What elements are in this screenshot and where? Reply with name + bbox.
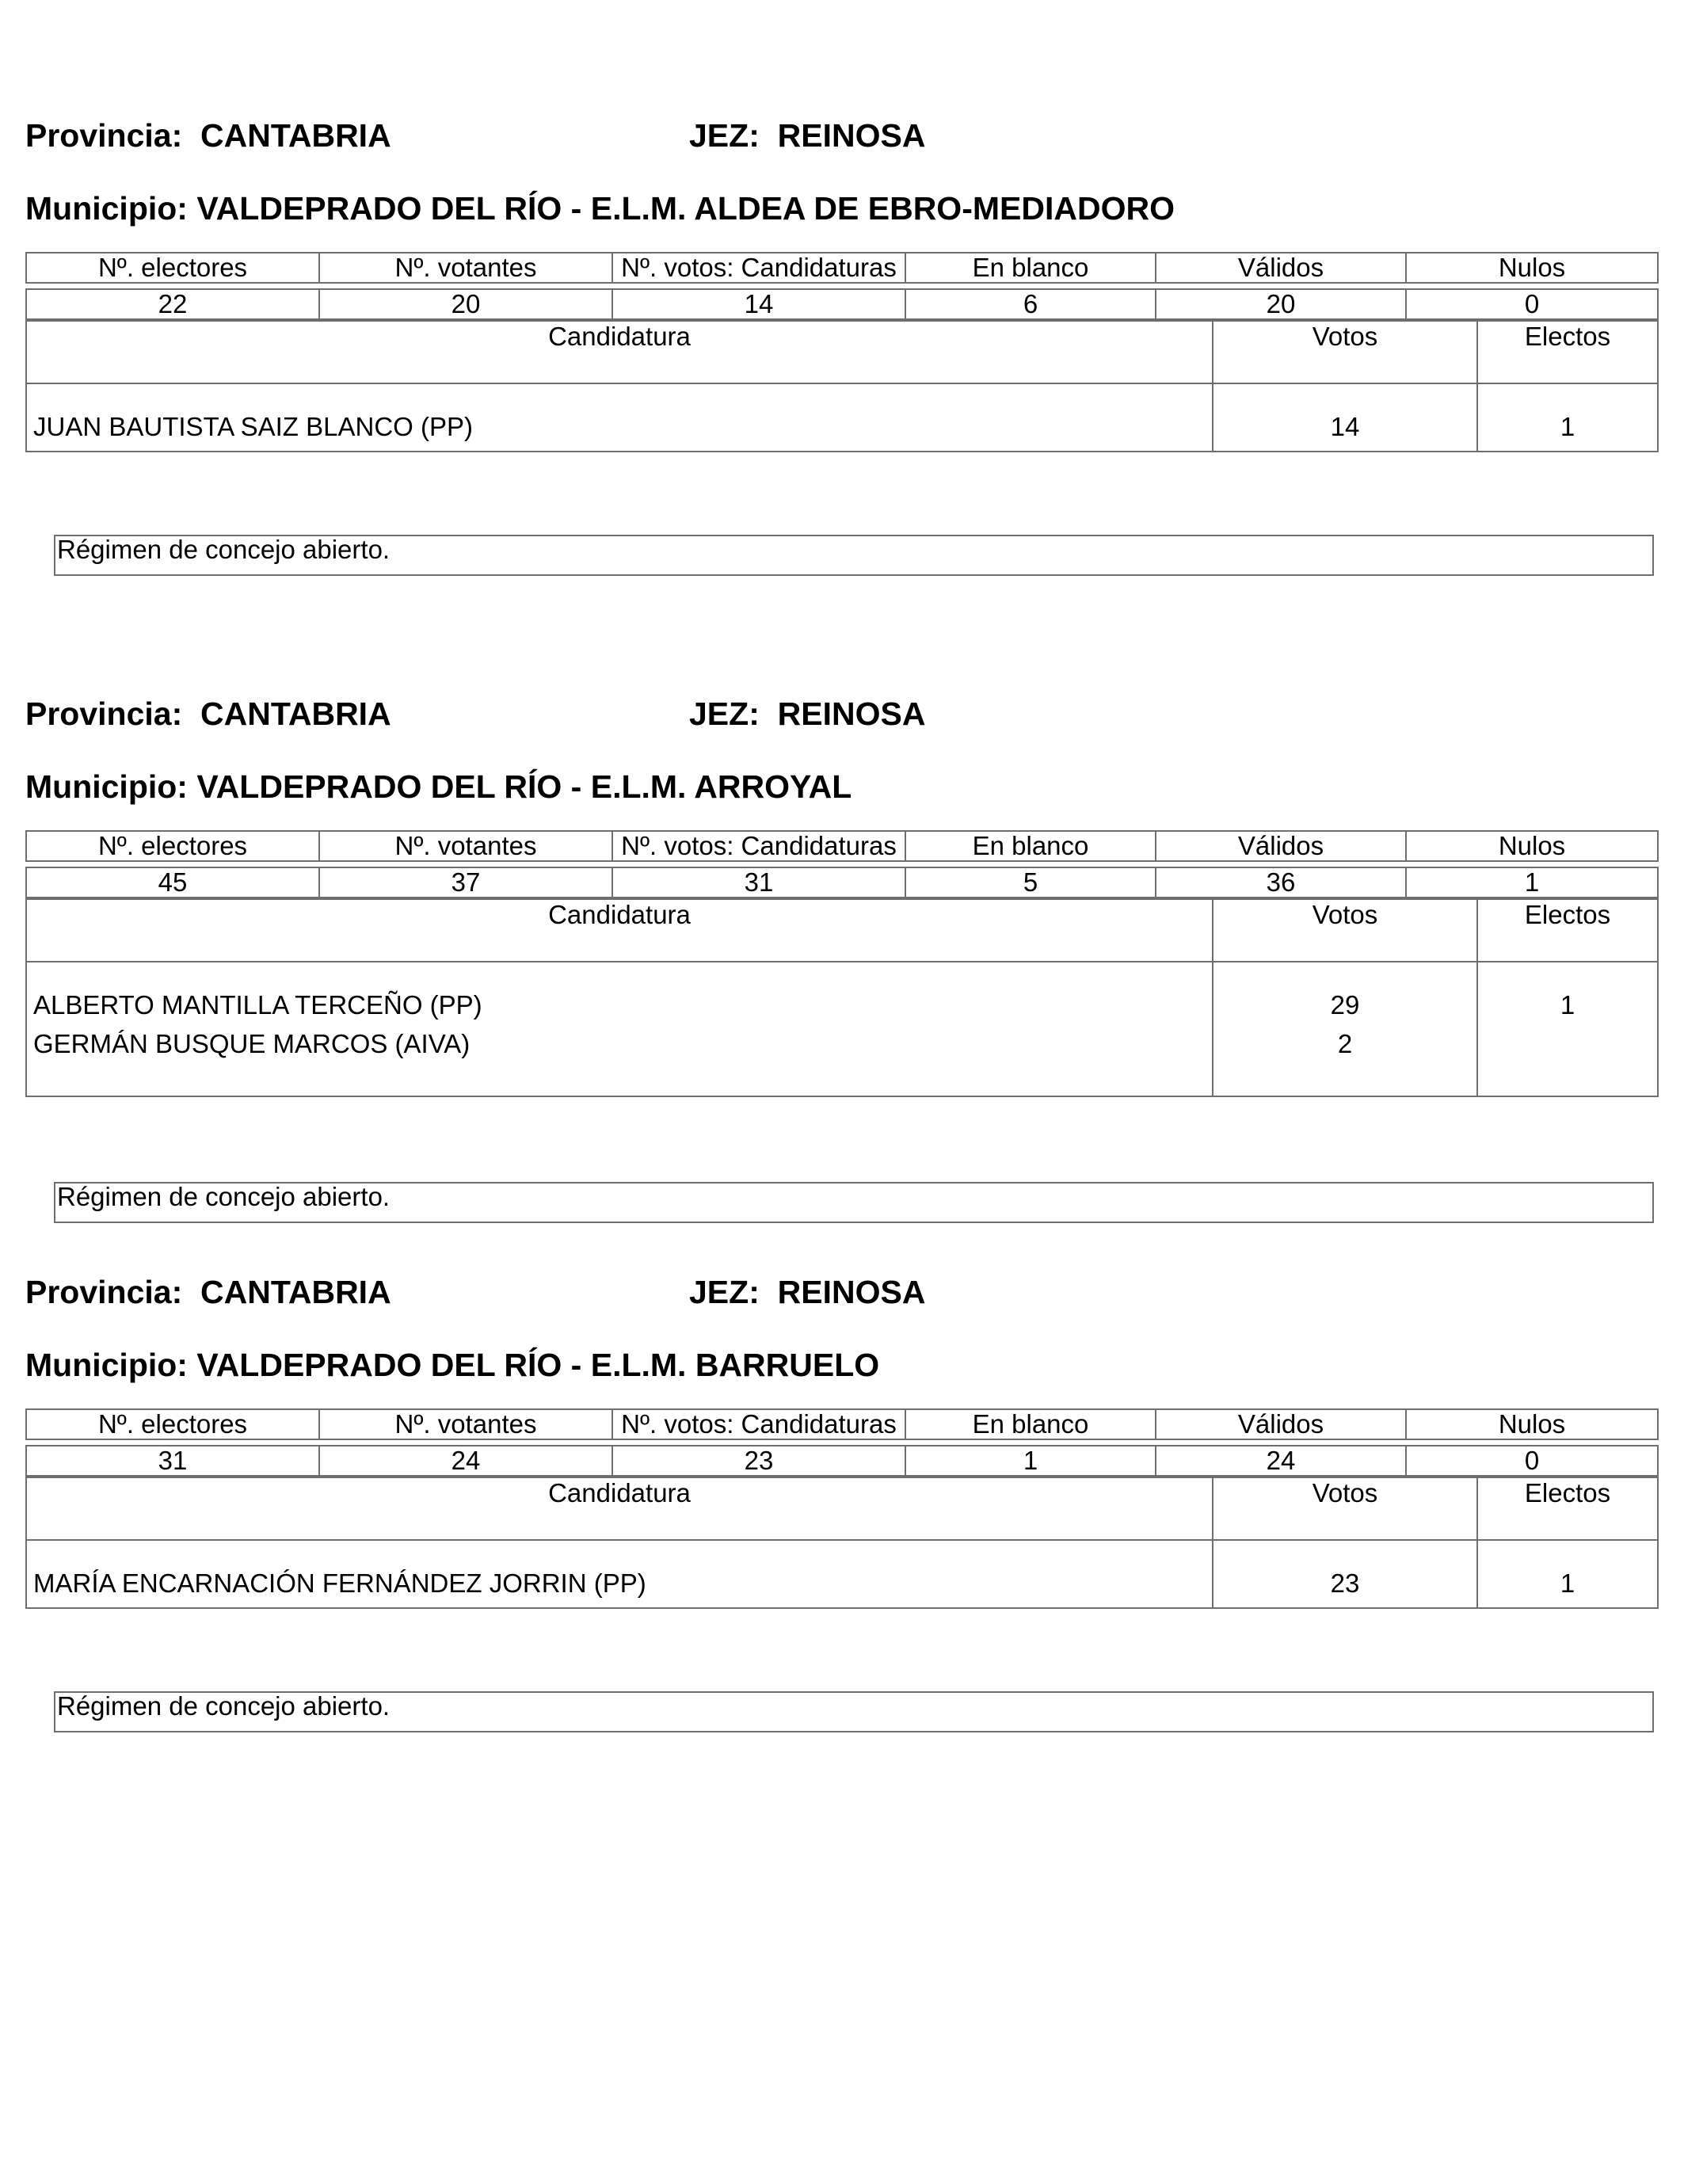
provincia-value: CANTABRIA bbox=[200, 696, 391, 732]
regime-note: Régimen de concejo abierto. bbox=[54, 1691, 1654, 1732]
jez-value: REINOSA bbox=[777, 1274, 926, 1310]
section-aldea-de-ebro bbox=[25, 117, 1657, 564]
votos-header: Votos bbox=[1213, 321, 1477, 383]
stats-value-cell: 22 bbox=[26, 289, 319, 319]
stats-header-cell: Nº. votos: Candidaturas bbox=[612, 253, 905, 283]
provincia-value: CANTABRIA bbox=[200, 117, 391, 154]
section-arroyal bbox=[25, 696, 1657, 1211]
municipio-value: VALDEPRADO DEL RÍO - E.L.M. ARROYAL bbox=[196, 768, 852, 805]
candidates-header-row bbox=[26, 1477, 1658, 1540]
stats-header-cell: Nulos bbox=[1406, 831, 1658, 861]
stats-value-cell: 20 bbox=[1156, 289, 1406, 319]
candidate-votos: 14 bbox=[1213, 383, 1477, 452]
jez-label: JEZ: bbox=[689, 1274, 760, 1310]
provincia-label: Provincia: bbox=[25, 696, 183, 732]
stats-value-cell: 45 bbox=[26, 867, 319, 898]
jez-label: JEZ: bbox=[689, 117, 760, 154]
candidate-electos: 1 bbox=[1477, 962, 1658, 1029]
stats-header-cell: Nº. votantes bbox=[319, 1409, 612, 1439]
jez bbox=[689, 696, 925, 733]
stats-header-cell: Nulos bbox=[1406, 253, 1658, 283]
provincia bbox=[25, 1274, 391, 1311]
jez bbox=[689, 117, 925, 154]
candidates-table bbox=[25, 1477, 1659, 1609]
stats-value-cell: 0 bbox=[1406, 289, 1658, 319]
candidatura-header: Candidatura bbox=[26, 321, 1213, 383]
stats-table bbox=[25, 1408, 1659, 1477]
stats-header-cell: En blanco bbox=[905, 253, 1156, 283]
stats-header-cell: Nº. votantes bbox=[319, 831, 612, 861]
stats-header-cell: Válidos bbox=[1156, 1409, 1406, 1439]
votos-header: Votos bbox=[1213, 1477, 1477, 1540]
candidates-header-row bbox=[26, 321, 1658, 383]
stats-value-cell: 36 bbox=[1156, 867, 1406, 898]
stats-value-cell: 0 bbox=[1406, 1446, 1658, 1476]
provincia-label: Provincia: bbox=[25, 1274, 183, 1310]
stats-header-row bbox=[26, 831, 1658, 861]
municipio bbox=[25, 190, 1175, 227]
candidate-name: ALBERTO MANTILLA TERCEÑO (PP) bbox=[26, 962, 1213, 1029]
stats-header-cell: En blanco bbox=[905, 831, 1156, 861]
section-header bbox=[25, 1274, 1657, 1318]
candidate-votos: 29 bbox=[1213, 962, 1477, 1029]
candidate-electos bbox=[1477, 1029, 1658, 1096]
municipio-value: VALDEPRADO DEL RÍO - E.L.M. BARRUELO bbox=[196, 1347, 880, 1383]
candidates-table bbox=[25, 320, 1659, 452]
stats-value-cell: 24 bbox=[1156, 1446, 1406, 1476]
stats-value-row bbox=[26, 289, 1658, 319]
municipio-value: VALDEPRADO DEL RÍO - E.L.M. ALDEA DE EBRO-MEDIADORO bbox=[196, 190, 1175, 227]
municipio-label: Municipio: bbox=[25, 1347, 188, 1383]
provincia bbox=[25, 117, 391, 154]
candidatura-header: Candidatura bbox=[26, 1477, 1213, 1540]
candidate-votos: 23 bbox=[1213, 1540, 1477, 1608]
stats-header-cell: Nº. electores bbox=[26, 253, 319, 283]
candidates-table bbox=[25, 898, 1659, 1097]
candidate-electos: 1 bbox=[1477, 1540, 1658, 1608]
jez bbox=[689, 1274, 925, 1311]
candidate-row bbox=[26, 1540, 1658, 1608]
municipio-label: Municipio: bbox=[25, 768, 188, 805]
stats-header-cell: Válidos bbox=[1156, 831, 1406, 861]
stats-value-cell: 31 bbox=[26, 1446, 319, 1476]
stats-value-row bbox=[26, 867, 1658, 898]
municipio bbox=[25, 1347, 879, 1384]
municipio bbox=[25, 768, 852, 806]
stats-value-cell: 24 bbox=[319, 1446, 612, 1476]
stats-table bbox=[25, 830, 1659, 898]
stats-header-cell: Nº. electores bbox=[26, 1409, 319, 1439]
candidate-row bbox=[26, 383, 1658, 452]
stats-value-cell: 1 bbox=[905, 1446, 1156, 1476]
electos-header: Electos bbox=[1477, 899, 1658, 962]
municipio-label: Municipio: bbox=[25, 190, 188, 227]
stats-value-row bbox=[26, 1446, 1658, 1476]
provincia-value: CANTABRIA bbox=[200, 1274, 391, 1310]
stats-value-cell: 5 bbox=[905, 867, 1156, 898]
candidate-name: MARÍA ENCARNACIÓN FERNÁNDEZ JORRIN (PP) bbox=[26, 1540, 1213, 1608]
jez-value: REINOSA bbox=[777, 117, 926, 154]
stats-value-cell: 37 bbox=[319, 867, 612, 898]
stats-header-cell: Válidos bbox=[1156, 253, 1406, 283]
stats-header-row bbox=[26, 1409, 1658, 1439]
stats-value-cell: 20 bbox=[319, 289, 612, 319]
candidate-name: GERMÁN BUSQUE MARCOS (AIVA) bbox=[26, 1029, 1213, 1096]
electos-header: Electos bbox=[1477, 321, 1658, 383]
stats-header-cell: Nulos bbox=[1406, 1409, 1658, 1439]
stats-header-cell: En blanco bbox=[905, 1409, 1156, 1439]
stats-value-cell: 6 bbox=[905, 289, 1156, 319]
stats-value-cell: 31 bbox=[612, 867, 905, 898]
candidate-votos: 2 bbox=[1213, 1029, 1477, 1096]
stats-header-row bbox=[26, 253, 1658, 283]
candidate-name: JUAN BAUTISTA SAIZ BLANCO (PP) bbox=[26, 383, 1213, 452]
candidate-electos: 1 bbox=[1477, 383, 1658, 452]
section-barruelo bbox=[25, 1274, 1657, 1721]
votos-header: Votos bbox=[1213, 899, 1477, 962]
candidate-row bbox=[26, 1029, 1658, 1096]
stats-header-cell: Nº. electores bbox=[26, 831, 319, 861]
electos-header: Electos bbox=[1477, 1477, 1658, 1540]
regime-note: Régimen de concejo abierto. bbox=[54, 1182, 1654, 1223]
regime-note: Régimen de concejo abierto. bbox=[54, 535, 1654, 576]
stats-value-cell: 14 bbox=[612, 289, 905, 319]
jez-value: REINOSA bbox=[777, 696, 926, 732]
provincia-label: Provincia: bbox=[25, 117, 183, 154]
stats-value-cell: 1 bbox=[1406, 867, 1658, 898]
section-header bbox=[25, 117, 1657, 162]
candidate-row bbox=[26, 962, 1658, 1029]
candidatura-header: Candidatura bbox=[26, 899, 1213, 962]
jez-label: JEZ: bbox=[689, 696, 760, 732]
stats-header-cell: Nº. votos: Candidaturas bbox=[612, 1409, 905, 1439]
stats-header-cell: Nº. votos: Candidaturas bbox=[612, 831, 905, 861]
candidates-header-row bbox=[26, 899, 1658, 962]
stats-header-cell: Nº. votantes bbox=[319, 253, 612, 283]
provincia bbox=[25, 696, 391, 733]
section-header bbox=[25, 696, 1657, 740]
stats-value-cell: 23 bbox=[612, 1446, 905, 1476]
stats-table bbox=[25, 252, 1659, 320]
